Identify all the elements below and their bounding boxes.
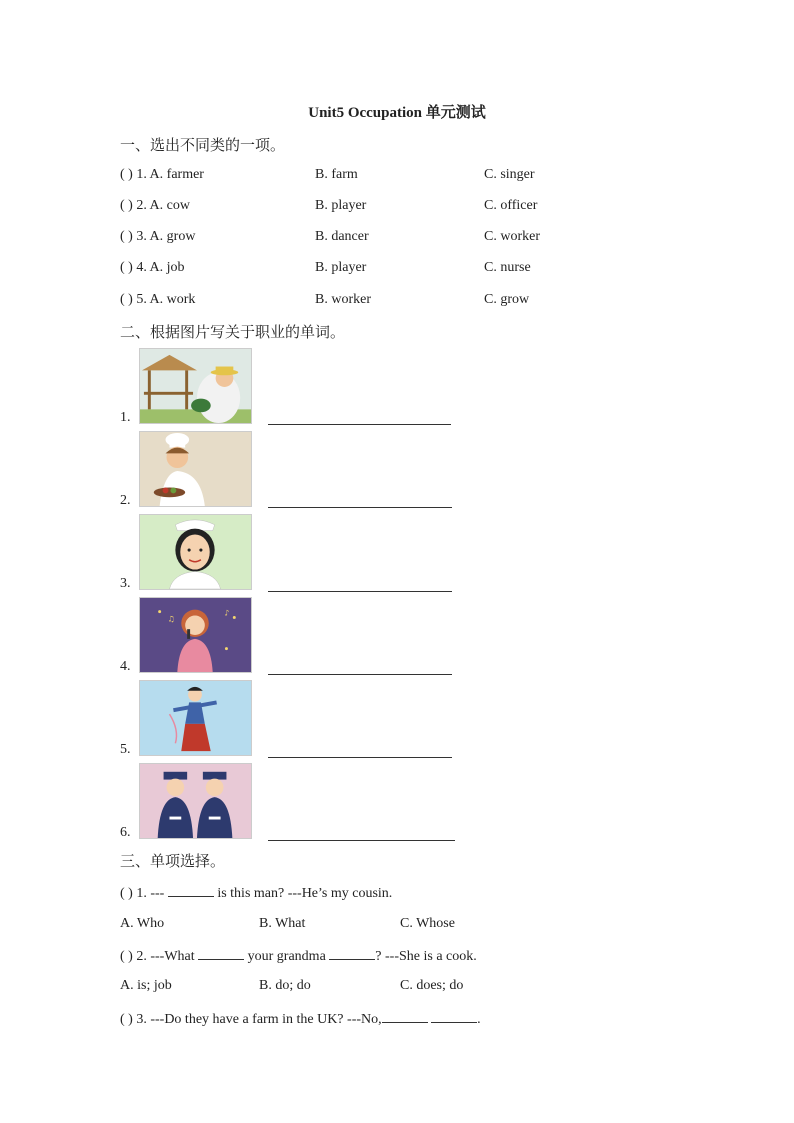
s2-item1-answer-line[interactable] [268, 424, 451, 425]
s2-item6-answer-line[interactable] [268, 840, 455, 841]
s3-q3-blank-2[interactable] [431, 1010, 477, 1023]
s1-q2-stem: ( ) 2. A. cow [120, 198, 190, 213]
s3-q2-option-b: B. do; do [259, 978, 311, 993]
s1-q1-stem: ( ) 1. A. farmer [120, 167, 204, 182]
farmer-picture [139, 348, 252, 424]
s1-q1-option-c: C. singer [484, 167, 535, 182]
s1-q2-option-c: C. officer [484, 198, 538, 213]
nurse-picture [139, 514, 252, 590]
s3-q1 [120, 884, 392, 902]
s2-item4-number: 4. [120, 659, 131, 674]
s2-item2-number: 2. [120, 493, 131, 508]
s3-q2 [120, 947, 477, 965]
s1-q1-option-b: B. farm [315, 167, 358, 182]
s3-q1-option-b: B. What [259, 916, 306, 931]
s3-q1-paren: ( ) [120, 886, 133, 901]
s2-item1-number: 1. [120, 410, 131, 425]
s3-q3 [120, 1010, 481, 1028]
s3-q3-pre: 3. ---Do they have a farm in the UK? ---No, [136, 1012, 382, 1027]
s3-q2-mid: your grandma [247, 949, 326, 964]
s1-q3-option-b: B. dancer [315, 229, 369, 244]
s3-q2-blank-2[interactable] [329, 947, 375, 960]
page-title: Unit5 Occupation 单元测试 [308, 105, 486, 121]
s3-q1-option-c: C. Whose [400, 916, 455, 931]
s3-q2-paren: ( ) [120, 949, 133, 964]
s2-item4-answer-line[interactable] [268, 674, 452, 675]
s3-q2-option-c: C. does; do [400, 978, 464, 993]
s1-q3-option-c: C. worker [484, 229, 540, 244]
s3-q2-pre: 2. ---What [136, 949, 195, 964]
s2-item3-answer-line[interactable] [268, 591, 452, 592]
s1-q4-option-b: B. player [315, 260, 367, 275]
s1-q5-option-b: B. worker [315, 292, 371, 307]
s3-q2-option-a: A. is; job [120, 978, 172, 993]
section1-heading: 一、选出不同类的一项。 [120, 136, 286, 154]
s1-q4-option-c: C. nurse [484, 260, 531, 275]
s1-q5-option-c: C. grow [484, 292, 530, 307]
s3-q3-paren: ( ) [120, 1012, 133, 1027]
s3-q1-blank[interactable] [168, 884, 214, 897]
section2-heading: 二、根据图片写关于职业的单词。 [120, 323, 346, 341]
police-officers-picture [139, 763, 252, 839]
s3-q3-blank-1[interactable] [382, 1010, 428, 1023]
s2-item2-answer-line[interactable] [268, 507, 452, 508]
s2-item3-number: 3. [120, 576, 131, 591]
dancer-picture [139, 680, 252, 756]
s2-item6-number: 6. [120, 825, 131, 840]
s2-item5-answer-line[interactable] [268, 757, 452, 758]
cook-picture [139, 431, 252, 507]
s1-q5-stem: ( ) 5. A. work [120, 292, 196, 307]
s1-q4-stem: ( ) 4. A. job [120, 260, 185, 275]
s1-q2-option-b: B. player [315, 198, 367, 213]
s3-q1-option-a: A. Who [120, 916, 165, 931]
s3-q2-post: ? ---She is a cook. [375, 949, 477, 964]
s1-q3-stem: ( ) 3. A. grow [120, 229, 196, 244]
s3-q2-blank-1[interactable] [198, 947, 244, 960]
svg-text:♪: ♪ [224, 608, 230, 618]
section3-heading: 三、单项选择。 [120, 852, 226, 870]
s3-q1-pre: 1. --- [136, 886, 165, 901]
singer-picture [139, 597, 252, 673]
s2-item5-number: 5. [120, 742, 131, 757]
s3-q1-post: is this man? ---He’s my cousin. [217, 886, 393, 901]
svg-text:♫: ♫ [167, 614, 175, 624]
s3-q3-post: . [477, 1012, 481, 1027]
